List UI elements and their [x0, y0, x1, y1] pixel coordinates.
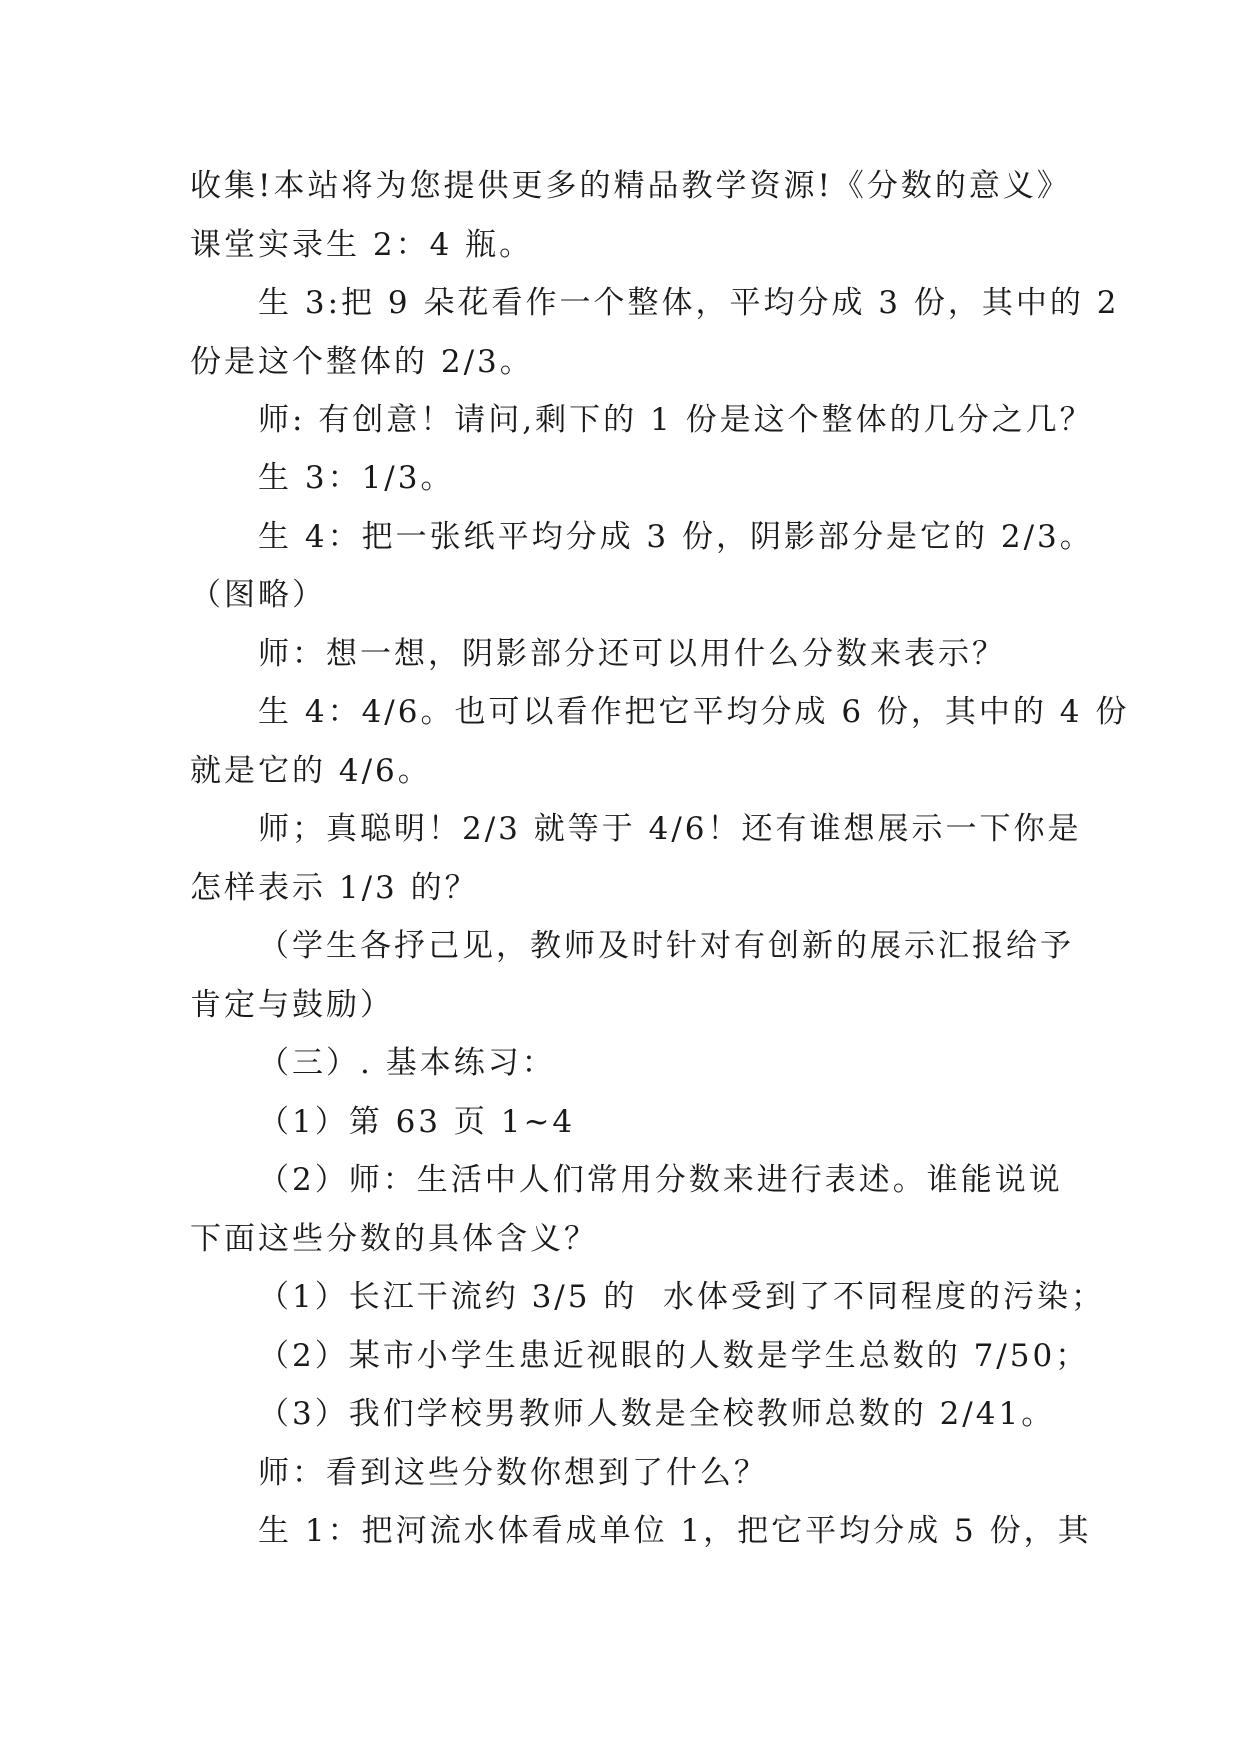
text-line: 师：想一想，阴影部分还可以用什么分数来表示？	[258, 636, 1006, 672]
text-line: （1）第 63 页 1~4	[258, 1104, 576, 1140]
text-line: 师: 有创意！请问,剩下的 1 份是这个整体的几分之几？	[258, 402, 1094, 438]
text-line: 生 3：1/3。	[258, 460, 455, 496]
text-line: （2）师：生活中人们常用分数来进行表述。谁能说说	[258, 1162, 1063, 1198]
text-line: 收集!本站将为您提供更多的精品教学资源!《分数的意义》	[190, 168, 1071, 204]
text-line: 生 1：把河流水体看成单位 1，把它平均分成 5 份，其	[258, 1513, 1092, 1549]
text-line: 师；真聪明！2/3 就等于 4/6！还有谁想展示一下你是	[258, 811, 1082, 847]
text-line: 肯定与鼓励）	[190, 987, 394, 1023]
text-line: 生 4：把一张纸平均分成 3 份，阴影部分是它的 2/3。	[258, 519, 1094, 555]
text-line: （学生各抒己见，教师及时针对有创新的展示汇报给予	[258, 928, 1074, 964]
list-item: （1）长江干流约 3/5 的 水体受到了不同程度的污染；	[258, 1279, 1106, 1315]
text-line: 课堂实录生 2：4 瓶。	[190, 227, 534, 263]
text-line: 份是这个整体的 2/3。	[190, 344, 534, 380]
section-heading: （三）. 基本练习：	[258, 1045, 556, 1081]
list-item: （2）某市小学生患近视眼的人数是学生总数的 7/50；	[258, 1338, 1090, 1374]
text-line: 怎样表示 1/3 的？	[190, 870, 479, 906]
text-line: 生 4：4/6。也可以看作把它平均分成 6 份，其中的 4 份	[258, 694, 1130, 730]
text-line: 师：看到这些分数你想到了什么？	[258, 1455, 768, 1491]
text-line: （图略）	[190, 577, 326, 613]
text-line: 就是它的 4/6。	[190, 753, 432, 789]
list-item: （3）我们学校男教师人数是全校教师总数的 2/41。	[258, 1396, 1056, 1432]
text-line: 生 3:把 9 朵花看作一个整体，平均分成 3 份，其中的 2	[258, 285, 1120, 321]
text-line: 下面这些分数的具体含义？	[190, 1221, 598, 1257]
